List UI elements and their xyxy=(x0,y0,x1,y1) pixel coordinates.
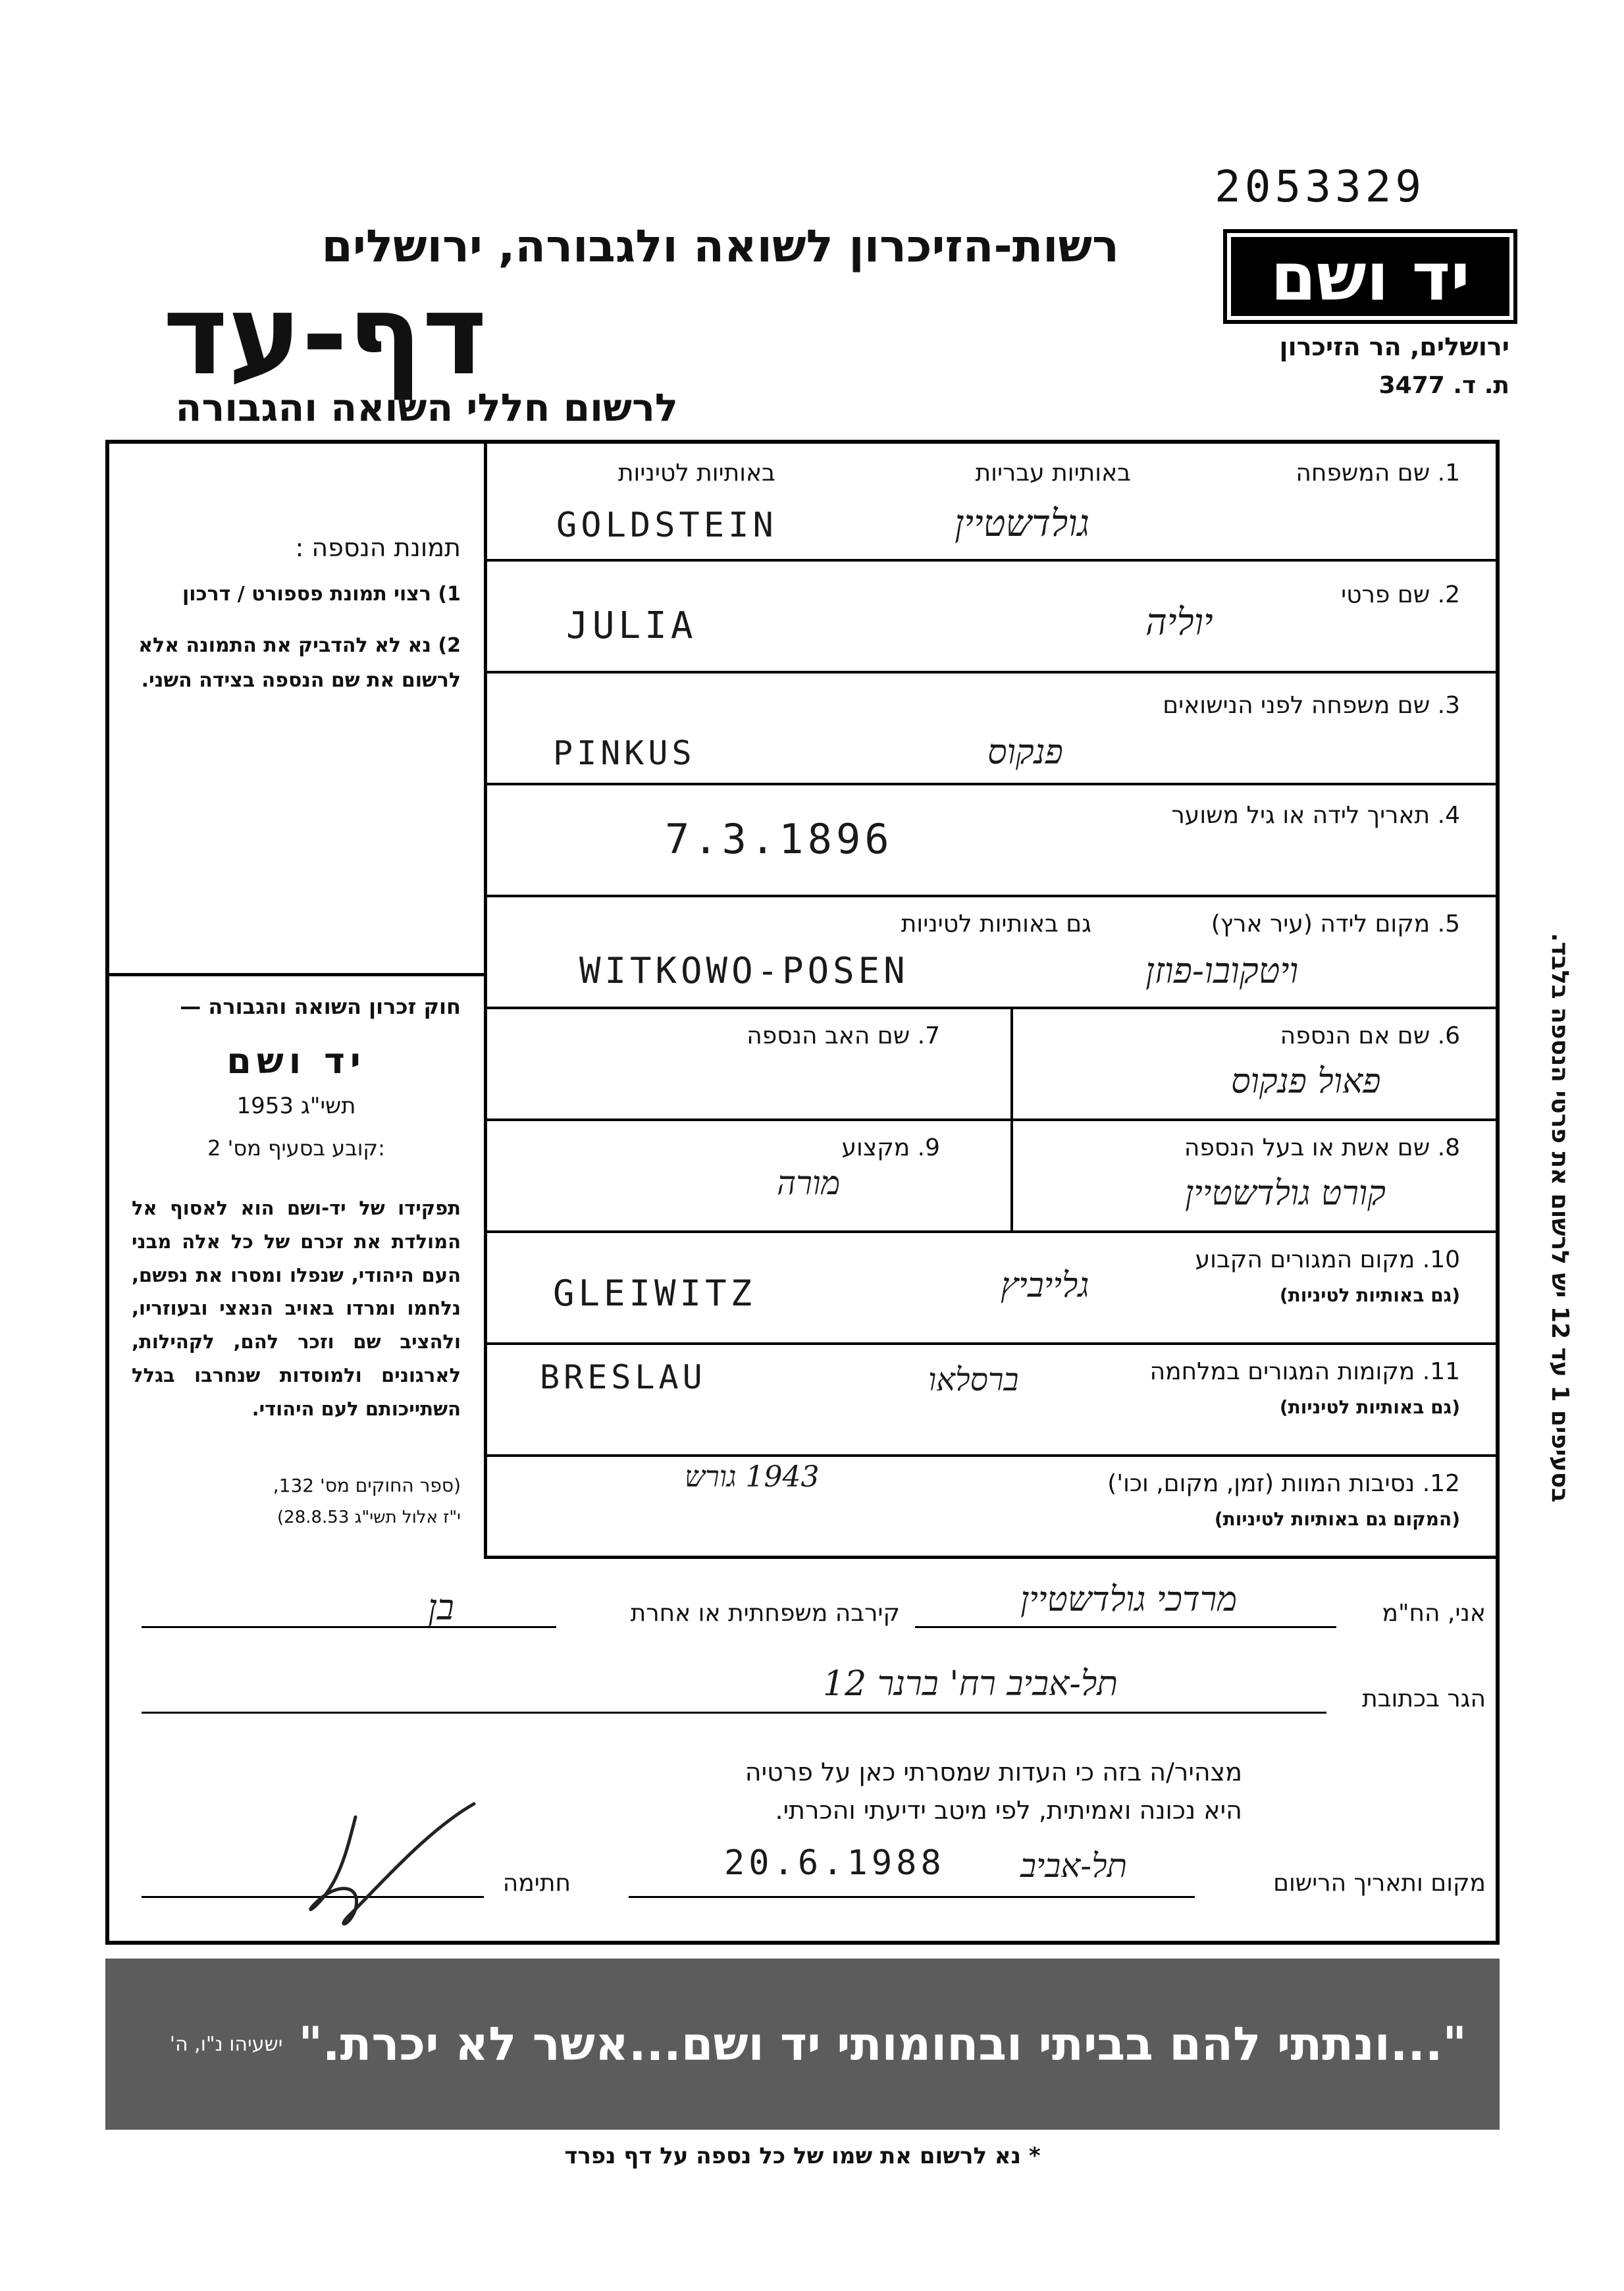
footnote: * נא לרשום את שמו של כל נספה על דף נפרד xyxy=(564,2143,1041,2169)
residence-hebrew[interactable]: גלייביץ xyxy=(1001,1266,1089,1305)
law-clause: קובע בסעיף מס' 2: xyxy=(207,1136,385,1161)
date-value[interactable]: 20.6.1988 xyxy=(724,1843,945,1883)
page-subtitle: לרשום חללי השואה והגבורה xyxy=(175,385,678,430)
field-label-mother-name: 6. שם אם הנספה xyxy=(1280,1022,1460,1049)
field-row-3 xyxy=(487,673,1500,785)
relation-value[interactable]: בן xyxy=(428,1587,454,1628)
maiden-name-hebrew[interactable]: פנקוס xyxy=(987,733,1063,772)
statement-line-2: היא נכונה ואמיתית, לפי מיטב ידיעתי והכרתי. xyxy=(775,1796,1242,1825)
law-title: חוק זכרון השואה והגבורה — xyxy=(180,994,461,1019)
first-name-latin[interactable]: JULIA xyxy=(566,604,697,647)
field-label-father-name: 7. שם האב הנספה xyxy=(747,1022,940,1049)
relation-line xyxy=(142,1626,556,1628)
place-date-line xyxy=(629,1896,1195,1898)
field-label-death-circumstances: 12. נסיבות המוות (זמן, מקום, וכו') xyxy=(1107,1470,1460,1497)
field-row-5 xyxy=(487,897,1500,1009)
law-reference: (ספר החוקים מס' 132, xyxy=(273,1475,461,1496)
wartime-residence-latin[interactable]: BRESLAU xyxy=(540,1358,706,1396)
side-note: בסעיפים 1 עד 12 יש לרשום את פרטי הנספה בלבד. xyxy=(1546,933,1573,1503)
signature-scribble xyxy=(276,1791,487,1936)
photo-instruction-1: 1) רצוי תמונת פספורט / דרכון xyxy=(182,583,461,606)
birth-date-value[interactable]: 7.3.1896 xyxy=(665,815,893,863)
law-name: יד ושם xyxy=(226,1040,366,1082)
quote-banner xyxy=(105,1959,1500,2130)
authority-name: רשות-הזיכרון לשואה ולגבורה, ירושלים xyxy=(321,221,1119,273)
address-label: הגר בכתובת xyxy=(1362,1685,1486,1712)
maiden-name-latin[interactable]: PINKUS xyxy=(553,734,696,772)
statement-line-1: מצהיר/ה בזה כי העדות שמסרתי כאן על פרטיה xyxy=(745,1758,1242,1787)
page-title: דף-עד xyxy=(163,271,487,400)
field-row-12 xyxy=(487,1457,1500,1559)
left-column-divider xyxy=(105,973,487,976)
latin-letters-label: באותיות לטיניות xyxy=(617,460,775,487)
field-sub-latin-death: (המקום גם באותיות לטיניות) xyxy=(1214,1508,1460,1530)
law-text: תפקידו של יד-ושם הוא לאסוף אל המולדת את זכרם של כל אלה מבני העם היהודי, שנפלו ומסרו את נפשם, נלחמו ומרדו באויב הנאצי ובעוזריו, ולהציב שם וזכר להם, לקהילות, לארגונים ולמוסדות שנחרבו בגלל השתייכותם לעם היהודי. xyxy=(132,1197,461,1420)
field-label-birth-date: 4. תאריך לידה או גיל משוער xyxy=(1171,802,1460,829)
row-divider xyxy=(1010,1009,1013,1121)
law-reference-date: י"ז אלול תשי"ג 28.8.53) xyxy=(277,1508,461,1527)
field-label-first-name: 2. שם פרטי xyxy=(1341,581,1460,608)
banner-source: ישעיהו נ"ו, ה' xyxy=(169,2032,283,2056)
field-row-11 xyxy=(487,1345,1500,1457)
address-line xyxy=(142,1712,1326,1714)
field-label-wartime-residence: 11. מקומות המגורים במלחמה xyxy=(1149,1358,1460,1385)
field-label-birth-place: 5. מקום לידה (עיר ארץ) xyxy=(1211,910,1460,937)
field-label-maiden-name: 3. שם משפחה לפני הנישואים xyxy=(1163,692,1460,719)
photo-instruction-2: 2) נא לא להדביק את התמונה אלא לרשום את שם הנספה בצידה השני. xyxy=(138,634,461,692)
first-name-hebrew[interactable]: יוליה xyxy=(1145,601,1213,644)
field-row-6-7 xyxy=(487,1009,1500,1121)
declarant-label: אני, הח"מ xyxy=(1382,1600,1486,1627)
mother-name-value[interactable]: פאול פנקוס xyxy=(1231,1062,1381,1101)
document-number: 2053329 xyxy=(1215,161,1426,212)
place-date-label: מקום ותאריך הרישום xyxy=(1273,1870,1486,1897)
logo-location: ירושלים, הר הזיכרון xyxy=(1279,332,1509,361)
field-row-10 xyxy=(487,1233,1500,1345)
address-value[interactable]: תל-אביב רח' ברנר 12 xyxy=(823,1664,1118,1704)
residence-latin[interactable]: GLEIWITZ xyxy=(553,1273,756,1314)
law-year: תשי"ג 1953 xyxy=(236,1093,356,1119)
declarant-name-value[interactable]: מרדכי גולדשטיין xyxy=(1020,1580,1238,1620)
death-circumstances-value[interactable]: 1943 גורש xyxy=(685,1460,820,1494)
logo-po-box: ת. ד. 3477 xyxy=(1378,372,1509,399)
field-label-spouse-name: 8. שם אשת או בעל הנספה xyxy=(1184,1134,1460,1161)
latin-letters-also-label: גם באותיות לטיניות xyxy=(901,910,1091,937)
hebrew-letters-label: באותיות עבריות xyxy=(975,460,1131,487)
field-row-8-9 xyxy=(487,1121,1500,1233)
wartime-residence-hebrew[interactable]: ברסלאו xyxy=(928,1361,1019,1398)
signature-label: חתימה xyxy=(502,1870,571,1897)
field-row-4 xyxy=(487,785,1500,897)
spouse-name-value[interactable]: קורט גולדשטיין xyxy=(1185,1174,1386,1213)
banner-quote: "...ונתתי להם בביתי ובחומותי יד ושם...אשר לא יכרת." xyxy=(298,2017,1467,2071)
relation-label: קירבה משפחתית או אחרת xyxy=(630,1600,900,1627)
row-divider xyxy=(1010,1121,1013,1233)
photo-title: תמונת הנספה : xyxy=(295,533,461,562)
profession-value[interactable]: מורה xyxy=(777,1164,841,1202)
field-label-permanent-residence: 10. מקום המגורים הקבוע xyxy=(1195,1246,1460,1273)
birth-place-hebrew[interactable]: ויטקובו-פוזן xyxy=(1145,950,1299,991)
declarant-line xyxy=(915,1626,1336,1628)
family-name-hebrew[interactable]: גולדשטיין xyxy=(955,502,1090,545)
field-row-1 xyxy=(487,440,1500,562)
field-sub-latin-residence: (גם באותיות לטיניות) xyxy=(1279,1284,1460,1306)
field-row-2 xyxy=(487,562,1500,673)
field-sub-latin-wartime: (גם באותיות לטיניות) xyxy=(1279,1396,1460,1418)
field-label-profession: 9. מקצוע xyxy=(841,1134,940,1161)
family-name-latin[interactable]: GOLDSTEIN xyxy=(556,506,777,545)
field-label-family-name: 1. שם המשפחה xyxy=(1296,460,1460,487)
birth-place-latin[interactable]: WITKOWO-POSEN xyxy=(579,950,909,991)
yad-vashem-logo: יד ושם xyxy=(1223,229,1517,324)
place-value[interactable]: תל-אביב xyxy=(1020,1847,1128,1885)
